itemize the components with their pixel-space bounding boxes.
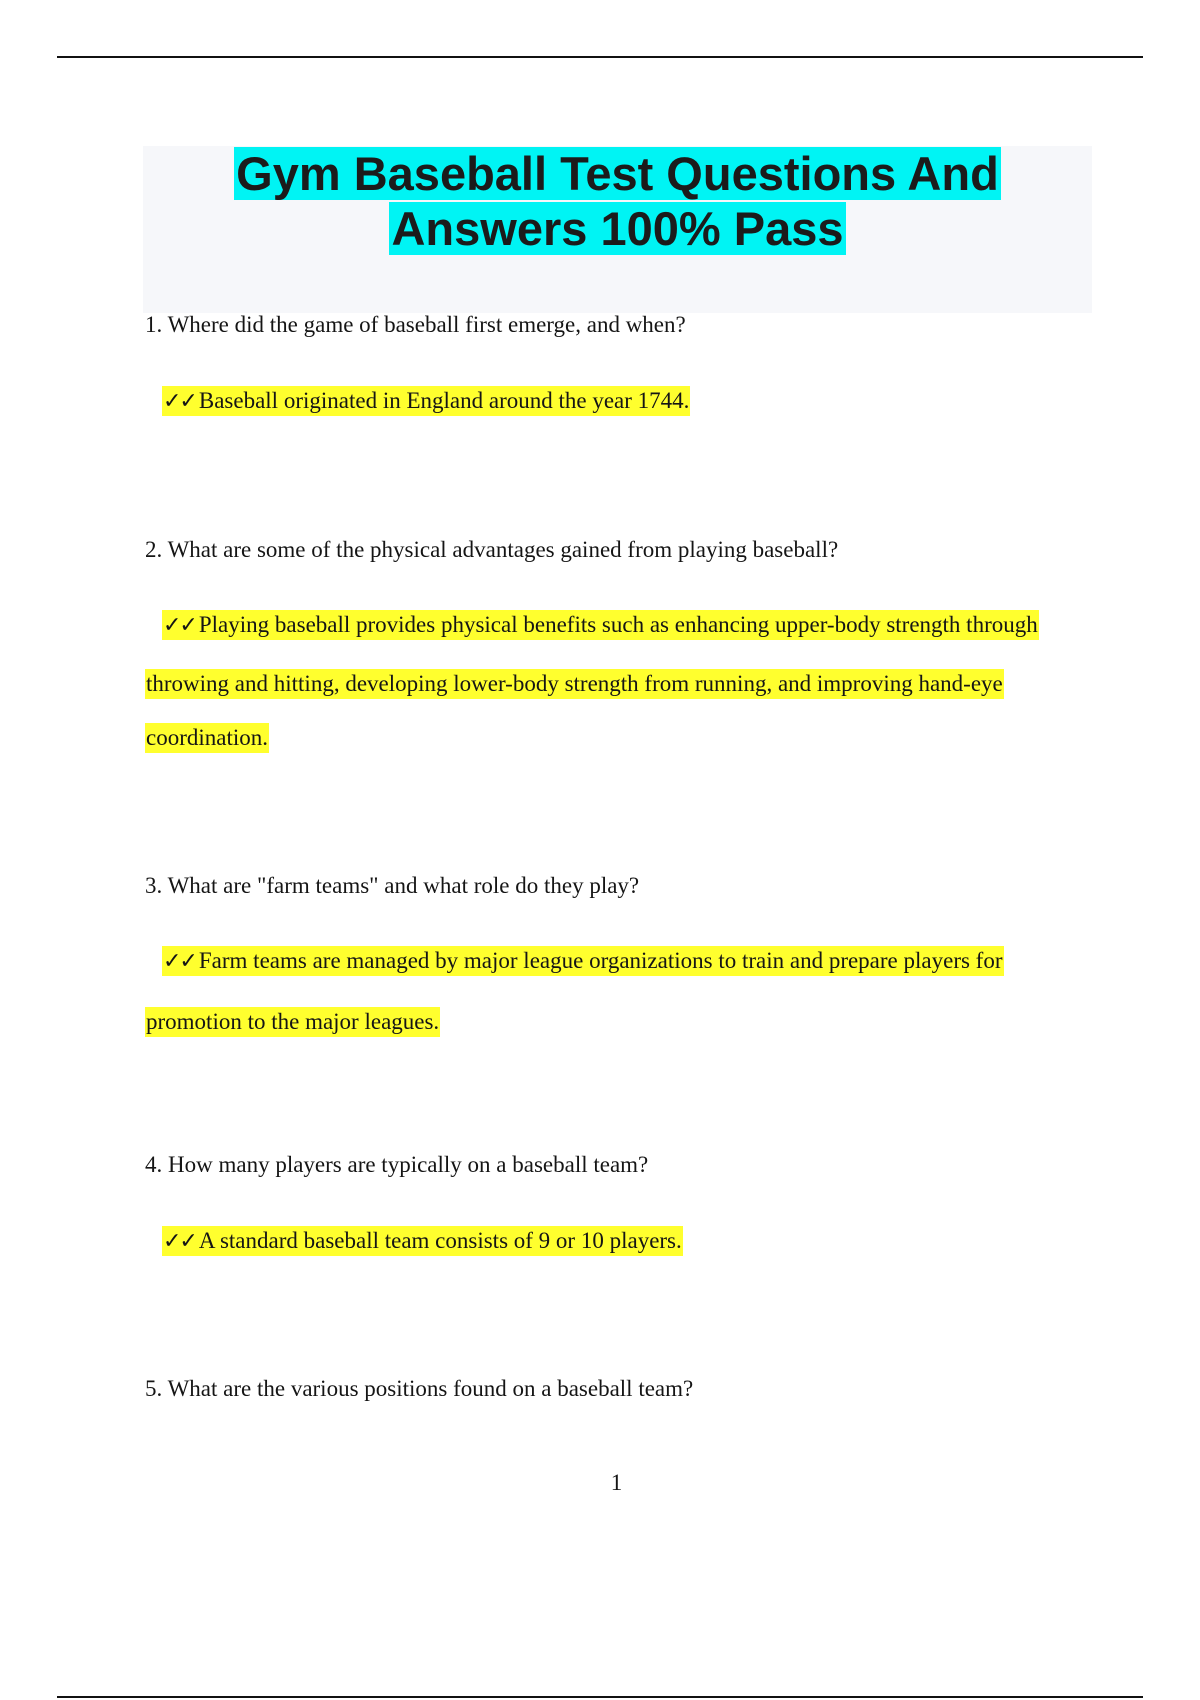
answer-1-line-1: Baseball originated in England around the year 1744. <box>198 388 690 413</box>
answer-3 <box>145 946 1085 1037</box>
answer-3-line-1: Farm teams are managed by major league organizations to train and prepare players for <box>198 948 1003 973</box>
question-5: 5. What are the various positions found on a baseball team? <box>145 1376 694 1401</box>
page-number: 1 <box>610 1470 623 1495</box>
document-title <box>143 146 1092 256</box>
title-line-1: Gym Baseball Test Questions And <box>236 147 999 200</box>
answer-4 <box>145 1226 1085 1257</box>
answer-2 <box>145 610 1085 753</box>
question-3: 3. What are "farm teams" and what role do they play? <box>145 873 640 898</box>
answer-3-line-2: promotion to the major leagues. <box>145 1007 440 1037</box>
check-mark-icon: ✓✓ <box>163 389 196 414</box>
answer-4-line-1: A standard baseball team consists of 9 or 10 players. <box>198 1228 682 1253</box>
check-mark-icon: ✓✓ <box>163 949 196 974</box>
check-mark-icon: ✓✓ <box>163 613 196 638</box>
question-1: 1. Where did the game of baseball first emerge, and when? <box>145 312 686 337</box>
title-line-2: Answers 100% Pass <box>391 202 844 255</box>
answer-1 <box>145 386 1085 417</box>
answer-2-line-1: Playing baseball provides physical benefits such as enhancing upper-body strength through <box>198 612 1038 637</box>
question-4: 4. How many players are typically on a baseball team? <box>145 1152 649 1177</box>
answer-2-line-3: coordination. <box>145 723 269 753</box>
question-2: 2. What are some of the physical advantages gained from playing baseball? <box>145 537 839 562</box>
footer-rule <box>57 1696 1143 1698</box>
answer-2-line-2: throwing and hitting, developing lower-body strength from running, and improving hand-eye <box>145 669 1004 699</box>
header-rule <box>57 56 1143 58</box>
check-mark-icon: ✓✓ <box>163 1229 196 1254</box>
